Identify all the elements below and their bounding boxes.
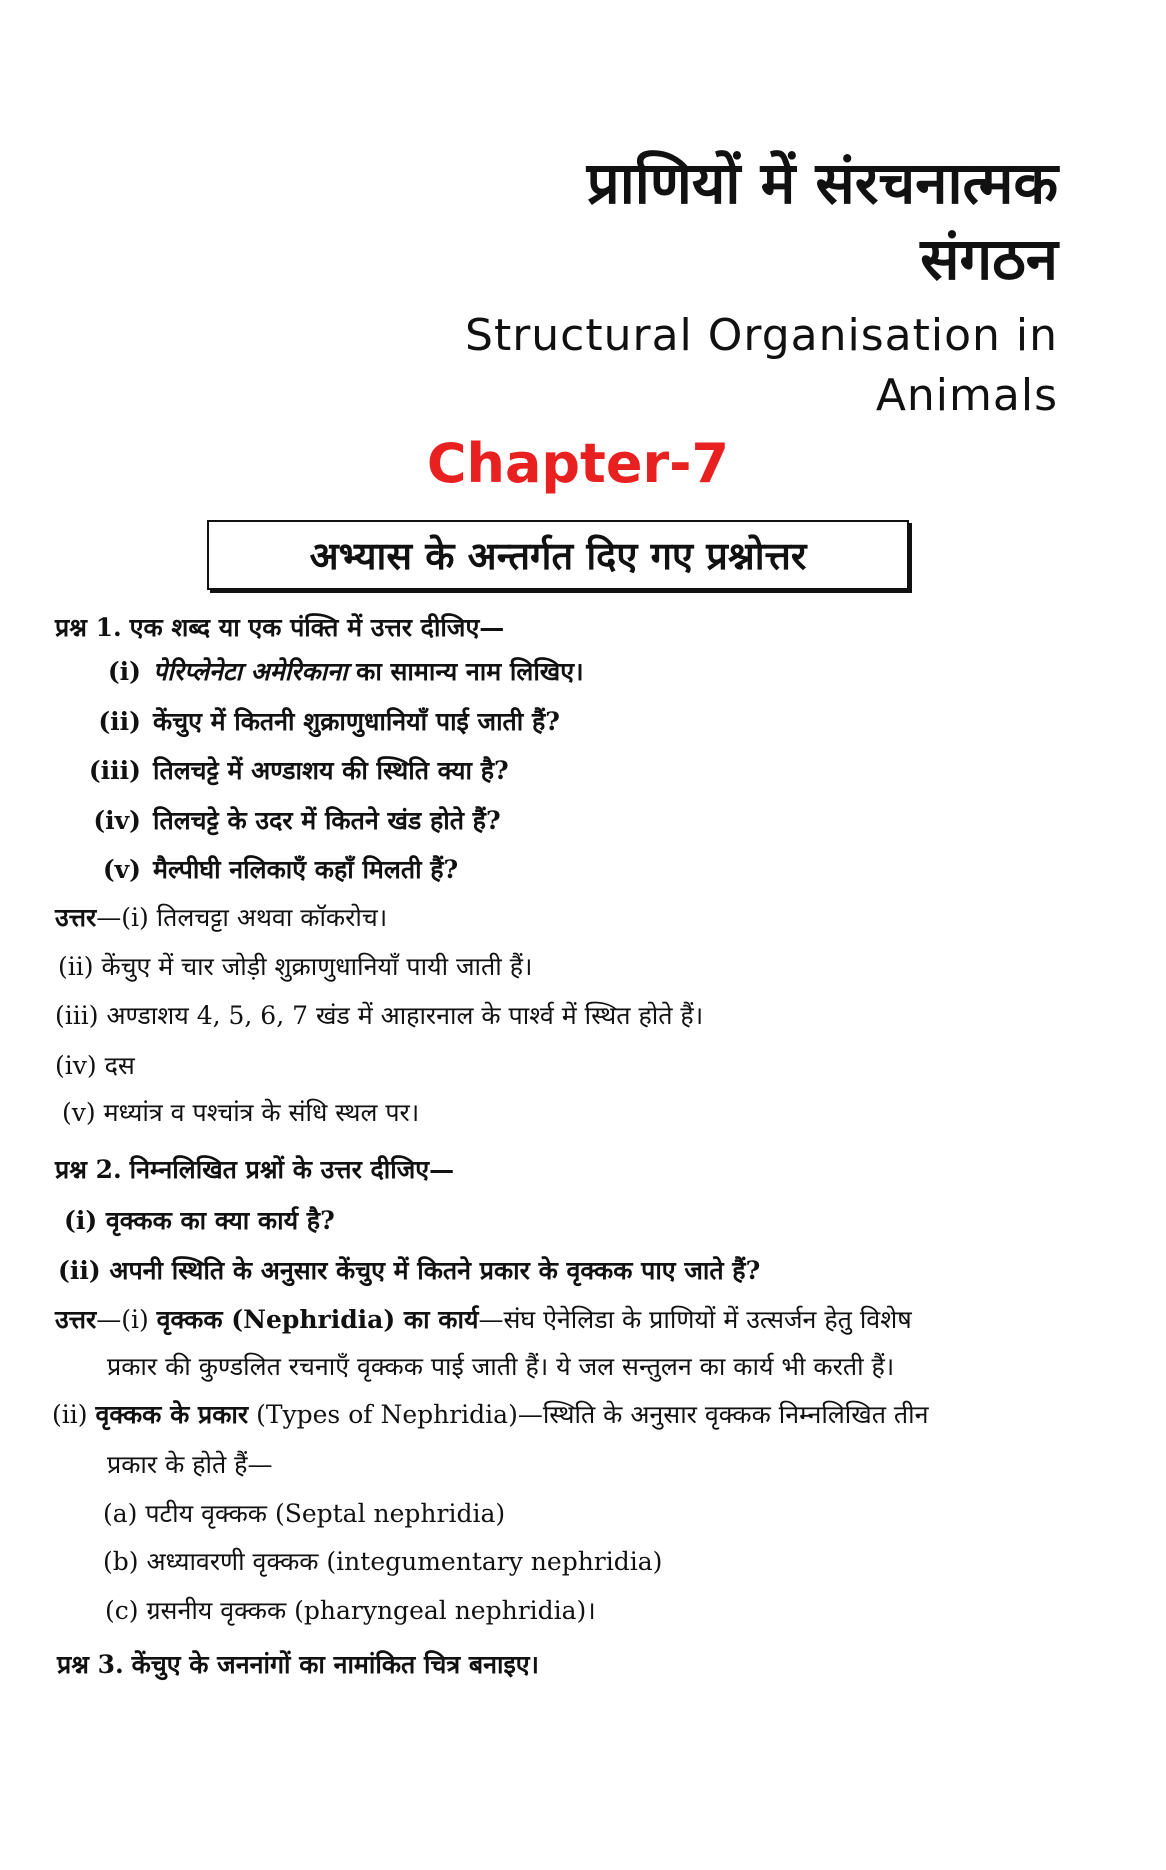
question-label: प्रश्न 3. [57,1650,124,1679]
item-text: केंचुए में कितनी शुक्राणुधानियाँ पाई जाती हैं? [153,707,560,736]
chapter-title-hindi-line1: प्राणियों में संरचनात्मक [586,149,1058,217]
q1-answer-3: (iii) अण्डाशय 4, 5, 6, 7 खंड में आहारनाल के पार्श्व में स्थित होते हैं। [55,1001,704,1030]
chapter-number-text: Chapter-7 [426,432,730,495]
nephridia-type: (c) ग्रसनीय वृक्कक (pharyngeal nephridia)। [105,1596,596,1625]
q1-item [55,755,509,787]
q1-answer-4: (iv) दस [55,1051,135,1080]
answer-text: —(i) तिलचट्टा अथवा कॉकरोच। [96,903,388,932]
question-text: केंचुए के जननांगों का नामांकित चित्र बनाइए। [131,1650,540,1679]
q2-answer-1 [55,1304,912,1336]
q2-item: (i) वृक्कक का क्या कार्य है? [64,1206,335,1235]
answer-bold: वृक्कक के प्रकार [95,1400,249,1429]
question-3 [57,1649,539,1681]
chapter-title-hindi-line2: संगठन [920,225,1058,293]
item-number: (iii) [88,756,141,785]
q2-answer-2-cont: प्रकार के होते हैं— [107,1450,273,1479]
section-heading: अभ्यास के अन्तर्गत दिए गए प्रश्नोत्तर [309,534,807,578]
q2-answer-2 [52,1399,929,1431]
answer-text: (Types of Nephridia)—स्थिति के अनुसार वृक्कक निम्नलिखित तीन [248,1400,929,1429]
answer-text: —संघ ऐनेलिडा के प्राणियों में उत्सर्जन हेतु विशेष [478,1305,912,1334]
answer-label: उत्तर [55,903,97,932]
chapter-title-english-line1: Structural Organisation in [465,310,1058,361]
answer-prefix: (ii) [52,1400,96,1429]
item-text: तिलचट्टे में अण्डाशय की स्थिति क्या है? [153,756,509,785]
item-number: (iv) [93,806,141,835]
question-2 [55,1154,454,1186]
item-italic-text: पेरिप्लेनेटा अमेरिकाना [153,657,348,686]
q1-answer-1 [55,902,387,934]
section-heading-box [207,520,909,590]
item-number: (i) [107,657,141,686]
question-text: एक शब्द या एक पंक्ति में उत्तर दीजिए— [129,613,505,642]
q2-answer-1-cont: प्रकार की कुण्डलित रचनाएँ वृक्कक पाई जाती हैं। ये जल सन्तुलन का कार्य भी करती हैं। [107,1352,895,1381]
question-label: प्रश्न 2. [55,1155,122,1184]
nephridia-type: (a) पटीय वृक्कक (Septal nephridia) [103,1499,506,1528]
chapter-number [0,432,1166,495]
item-text: तिलचट्टे के उदर में कितने खंड होते हैं? [153,806,501,835]
item-number: (ii) [98,707,141,736]
nephridia-type: (b) अध्यावरणी वृक्कक (integumentary nephridia) [103,1547,663,1576]
answer-label: उत्तर [55,1305,97,1334]
item-text: का सामान्य नाम लिखिए। [347,657,584,686]
answer-prefix: —(i) [96,1305,157,1334]
q1-answer-5: (v) मध्यांत्र व पश्चांत्र के संधि स्थल पर। [62,1098,420,1127]
item-text: मैल्पीघी नलिकाएँ कहाँ मिलती हैं? [153,855,459,884]
q1-item [55,706,560,738]
question-text: निम्नलिखित प्रश्नों के उत्तर दीजिए— [129,1155,455,1184]
q1-item [55,854,458,886]
question-1 [55,612,504,644]
item-number: (v) [102,855,141,884]
q1-item [55,805,501,837]
chapter-title-english-line2: Animals [875,370,1058,421]
q1-item [55,656,584,688]
q1-answer-2: (ii) केंचुए में चार जोड़ी शुक्राणुधानियाँ पायी जाती हैं। [58,952,533,981]
answer-bold: वृक्कक (Nephridia) का कार्य [156,1305,479,1334]
question-label: प्रश्न 1. [55,613,122,642]
q2-item: (ii) अपनी स्थिति के अनुसार केंचुए में कितने प्रकार के वृक्कक पाए जाते हैं? [58,1256,761,1285]
